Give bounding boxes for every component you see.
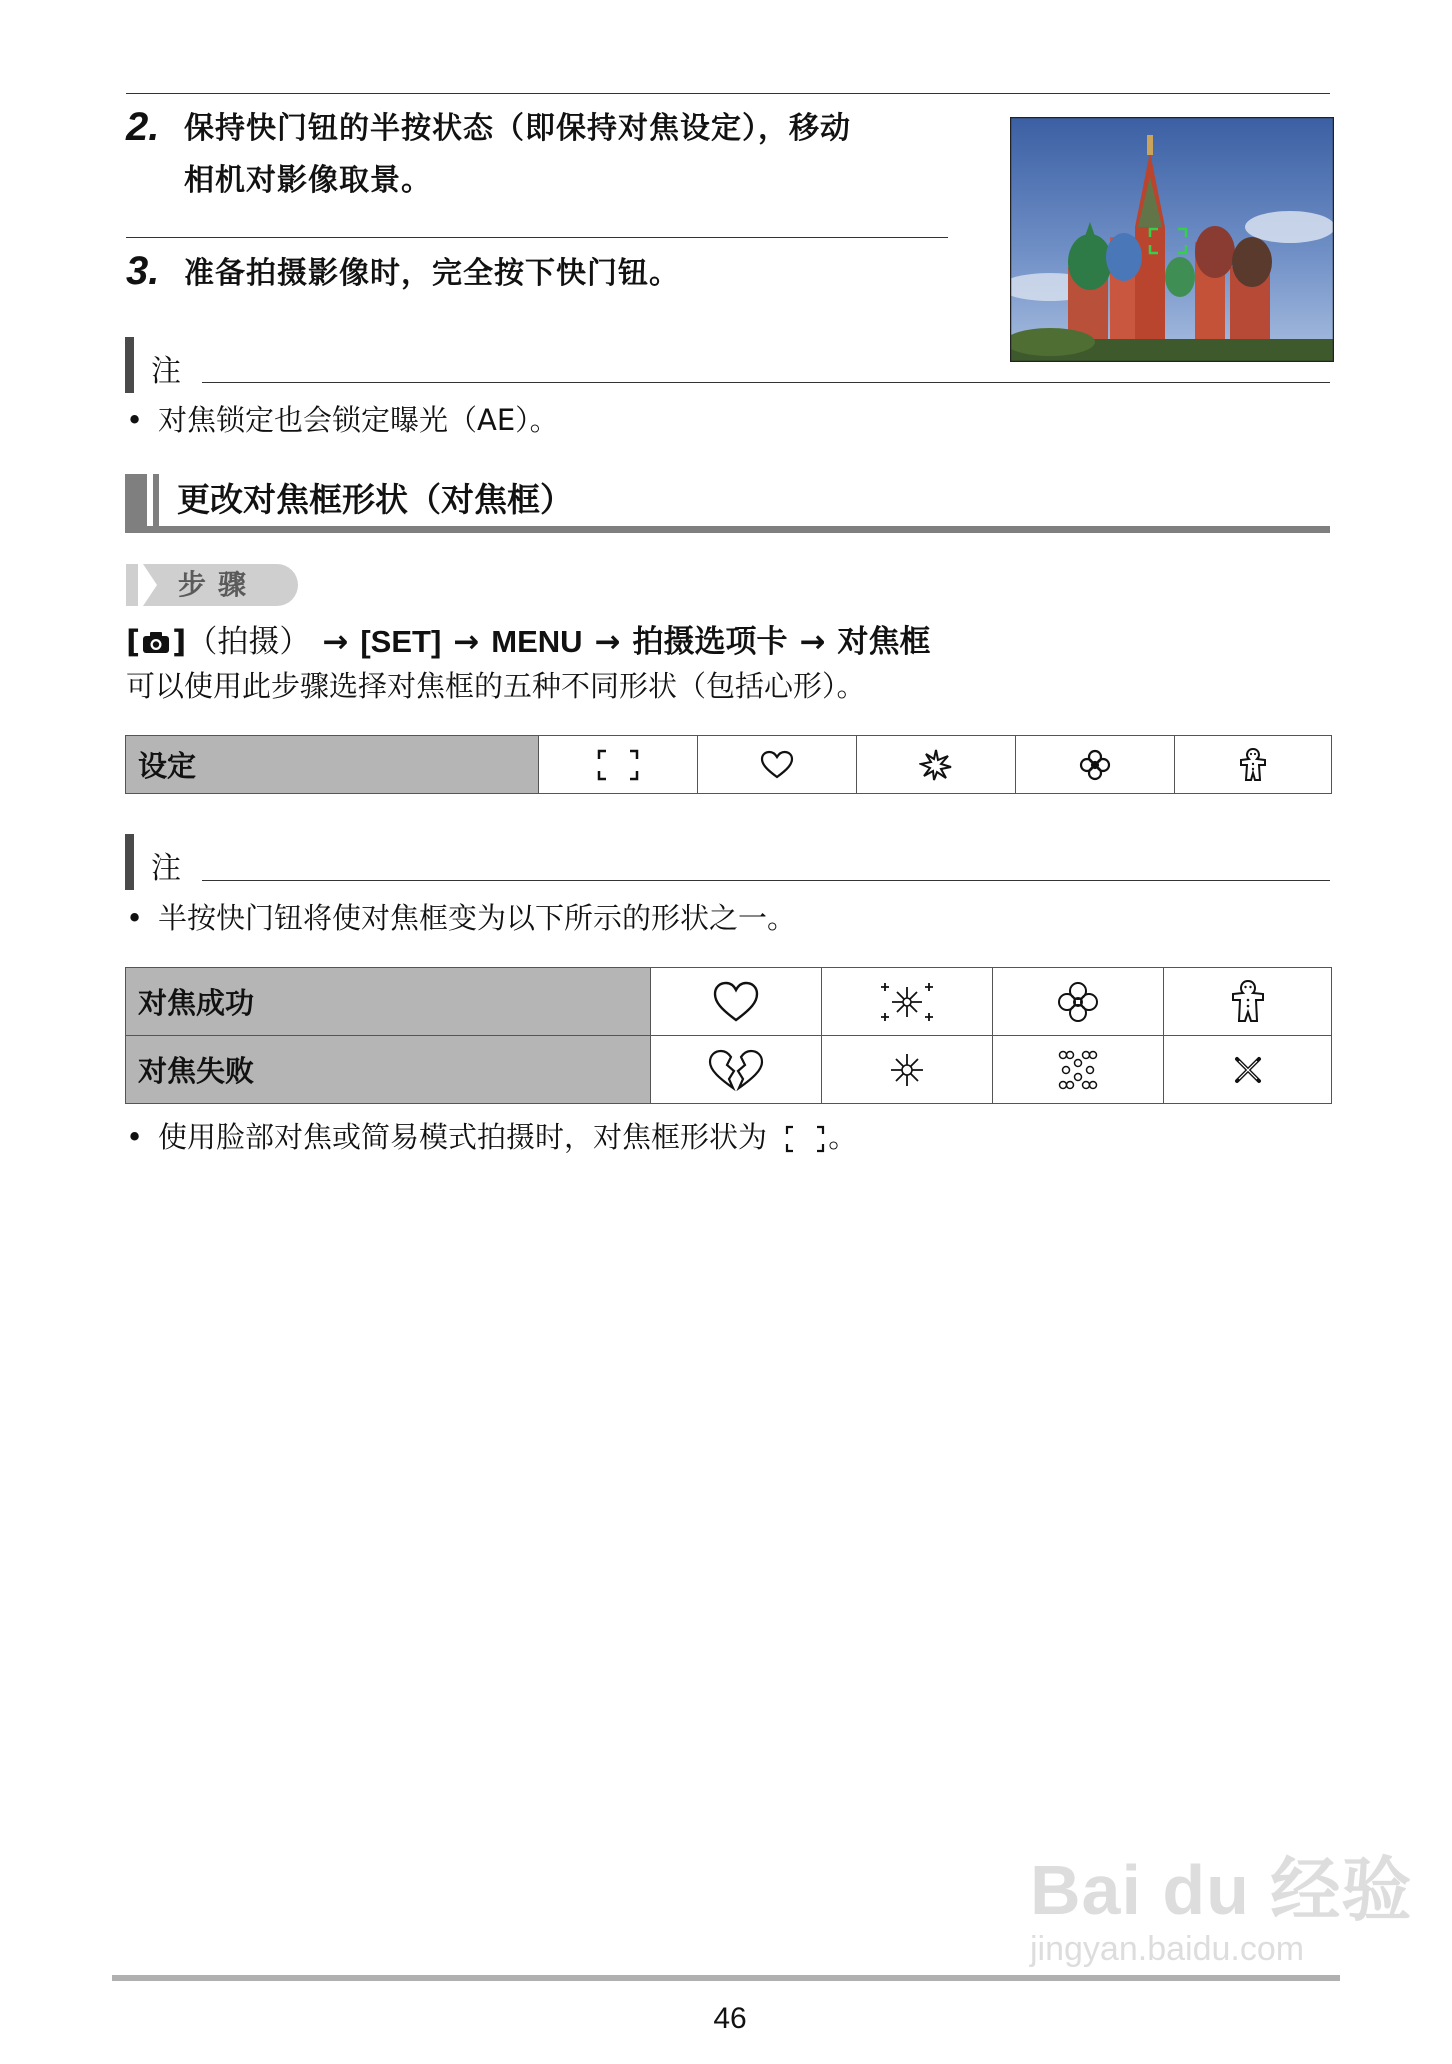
flower-icon [1056,980,1100,1024]
focus-success-label: 对焦成功 [126,968,651,1036]
note-1-bullet-text: 对焦锁定也会锁定曝光（AE）。 [158,403,559,437]
shoot-mode-label: （拍摄） [186,624,311,660]
focus-frame-item: 对焦框 [837,624,931,660]
watermark-brand: Bai du 经验 [1030,1851,1413,1929]
note-1-bullet: • 对焦锁定也会锁定曝光（AE）。 [126,403,559,437]
note-1-label: 注 [151,354,181,389]
note-2-bullet: • 半按快门钮将使对焦框变为以下所示的形状之一。 [126,901,797,935]
option-flower [1016,736,1175,794]
note-2-marker [125,834,134,890]
steps-badge [126,564,298,606]
step-2-line-2: 相机对影像取景。 [184,163,432,198]
steps-label: 步骤 [178,568,259,601]
arrow-2: → [453,624,480,660]
final-bullet-suffix: 。 [828,1120,858,1154]
note-2-label: 注 [151,851,181,886]
section-heading-bar-thin [153,474,159,532]
footer-rule [112,1975,1340,1981]
menu-path [126,622,931,664]
shooting-tab: 拍摄选项卡 [632,624,788,660]
sparkle-icon [919,748,953,782]
option-heart [698,736,857,794]
camera-icon [142,624,170,664]
note-1-rule [202,382,1330,383]
sparkle-burst-icon [877,977,937,1027]
heart-icon [712,980,760,1024]
step-2-line-1: 保持快门钮的半按状态（即保持对焦设定），移动 [184,111,851,146]
arrow-1: → [322,624,349,660]
set-key: [SET] [360,624,442,659]
menu-key: MENU [491,624,583,659]
watermark-url: jingyan.baidu.com [1030,1930,1305,1968]
bracket-close: ] [172,624,187,660]
bracket-open: [ [126,624,141,660]
arrow-3: → [594,624,621,660]
step-3-text: 准备拍摄影像时，完全按下快门钮。 [184,256,680,291]
broken-heart-icon [707,1048,765,1092]
camera-preview-image [1010,117,1334,362]
option-gingerbread [1175,736,1332,794]
gingerbread-icon [1229,979,1267,1025]
settings-header: 设定 [126,736,539,794]
procedure-description: 可以使用此步骤选择对焦框的五种不同形状（包括心形）。 [126,669,866,703]
cross-icon [1231,1053,1265,1087]
bracket-frame-icon [596,749,640,781]
step-divider [126,237,948,238]
note-2-rule [202,880,1330,881]
note-2-bullet-text: 半按快门钮将使对焦框变为以下所示的形状之一。 [158,901,797,935]
heart-icon [760,750,794,780]
focus-failure-row [126,1036,1332,1104]
arrow-4: → [799,624,826,660]
section-heading [125,474,1330,534]
note-1-marker [125,337,134,393]
final-bullet: • 使用脸部对焦或简易模式拍摄时，对焦框形状为 。 [126,1120,858,1154]
option-sparkle [857,736,1016,794]
focus-success-row [126,968,1332,1036]
focus-failure-label: 对焦失败 [126,1036,651,1104]
section-heading-underline [125,526,1330,533]
baidu-watermark [1030,1851,1413,1969]
scattered-flower-icon [1053,1047,1103,1093]
top-rule [126,93,1330,94]
step-3-number: 3. [126,249,160,293]
small-sparkle-icon [887,1050,927,1090]
focus-result-table [125,967,1332,1104]
section-heading-bar [125,474,147,532]
option-bracket-frame [539,736,698,794]
step-2-number: 2. [126,105,160,149]
flower-icon [1078,748,1112,782]
gingerbread-icon [1237,747,1269,783]
page-number: 46 [713,2002,747,2035]
settings-table [125,735,1332,794]
bracket-frame-icon [784,1125,826,1153]
final-bullet-text: 使用脸部对焦或简易模式拍摄时，对焦框形状为 [158,1120,768,1154]
section-title: 更改对焦框形状（对焦框） [177,480,573,519]
